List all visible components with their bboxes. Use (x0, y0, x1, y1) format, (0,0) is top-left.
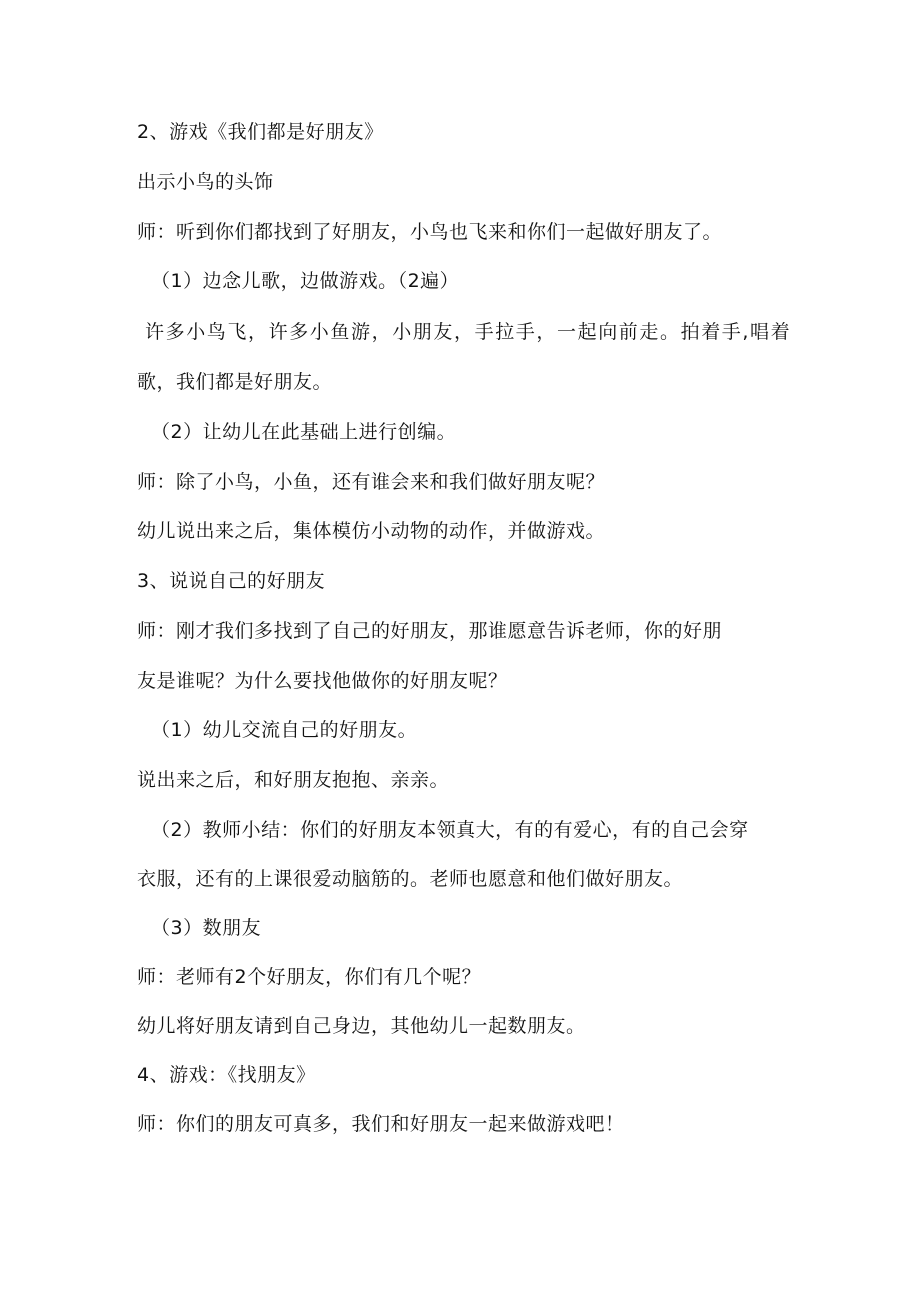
section-heading-talk-friends: 3、说说自己的好朋友 (137, 570, 326, 592)
list-item: （2）教师小结：你们的好朋友本领真大，有的有爱心，有的自己会穿 (151, 819, 749, 841)
paragraph-line: 友是谁呢？为什么要找他做你的好朋友呢？ (137, 670, 508, 692)
section-heading-game-friends: 2、游戏《我们都是好朋友》 (137, 121, 384, 143)
section-heading-find-friends: 4、游戏：《找朋友》 (137, 1064, 316, 1086)
paragraph-line: 师：刚才我们多找到了自己的好朋友，那谁愿意告诉老师，你的好朋 (137, 620, 723, 642)
paragraph-line: 幼儿将好朋友请到自己身边，其他幼儿一起数朋友。 (137, 1015, 586, 1037)
paragraph-line: 衣服，还有的上课很爱动脑筋的。老师也愿意和他们做好朋友。 (137, 868, 684, 890)
list-item: （3）数朋友 (151, 917, 262, 939)
paragraph-line: 幼儿说出来之后，集体模仿小动物的动作，并做游戏。 (137, 520, 606, 542)
list-item: （1）边念儿歌，边做游戏。（2遍） (151, 270, 460, 292)
paragraph-line: 师：老师有2个好朋友，你们有几个呢？ (137, 966, 482, 988)
list-item: （2）让幼儿在此基础上进行创编。 (151, 421, 457, 443)
list-item: （1）幼儿交流自己的好朋友。 (151, 719, 418, 741)
paragraph-line: 师：你们的朋友可真多，我们和好朋友一起来做游戏吧！ (137, 1113, 625, 1135)
paragraph-line: 歌，我们都是好朋友。 (137, 371, 333, 393)
paragraph-line: 许多小鸟飞，许多小鱼游，小朋友，手拉手，一起向前走。拍着手,唱着 (145, 321, 792, 343)
paragraph-line: 说出来之后，和好朋友抱抱、亲亲。 (137, 769, 450, 791)
paragraph-line: 师：除了小鸟，小鱼，还有谁会来和我们做好朋友呢？ (137, 471, 606, 493)
paragraph-line: 师：听到你们都找到了好朋友，小鸟也飞来和你们一起做好朋友了。 (137, 221, 723, 243)
paragraph-line: 出示小鸟的头饰 (137, 171, 274, 193)
